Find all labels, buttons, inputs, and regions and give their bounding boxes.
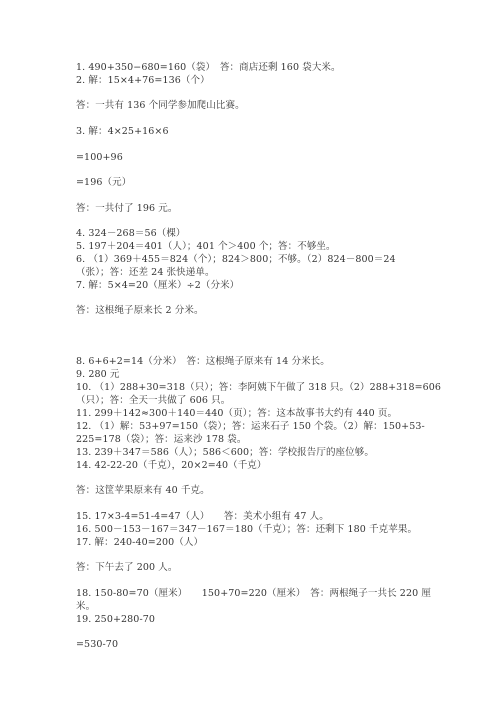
answer-line-23: 答：这筐苹果原来有 40 千克。 (76, 485, 210, 496)
answer-line-7: 答：一共付了 196 元。 (76, 203, 178, 214)
answer-line-13: 答：这根绳子原来长 2 分米。 (76, 305, 204, 316)
answer-line-11: （张）；答：还差 24 张快递单。 (76, 267, 215, 278)
answer-line-28: 18. 150-80=70（厘米） 150+70=220（厘米） 答：两根绳子一共长 220 厘 (76, 588, 431, 599)
answer-line-14: 8. 6+6+2=14（分米） 答：这根绳子原来有 14 分米长。 (76, 356, 330, 367)
answer-line-18: 11. 299＋142≈300＋140＝440（页）；答：这本故事书大约有 440 页。 (76, 408, 398, 419)
answer-line-27: 答：下午去了 200 人。 (76, 562, 178, 573)
answer-line-30: 19. 250+280-70 (76, 614, 156, 625)
answer-line-10: 6. （1）369＋455＝824（个）；824＞800；不够。（2）824－800＝24 (76, 254, 396, 265)
answer-line-12: 7. 解：5×4=20（厘米）÷2（分米） (76, 280, 240, 291)
answer-line-22: 14. 42-22-20（千克），20×2=40（千克） (76, 460, 267, 471)
answer-line-4: 3. 解：4×25+16×6 (76, 126, 169, 137)
answer-line-8: 4. 324－268＝56（棵） (76, 228, 186, 239)
answer-line-25: 16. 500－153－167＝347－167＝180（千克）；答：还剩下 180 千克苹果。 (76, 524, 418, 535)
answer-line-1: 1. 490+350−680=160（袋） 答：商店还剩 160 袋大米。 (76, 62, 341, 73)
answer-line-24: 15. 17×3-4=51-4=47（人） 答：美术小组有 47 人。 (76, 511, 329, 522)
answer-line-6: =196（元） (76, 177, 132, 188)
answer-line-29: 米。 (76, 601, 96, 612)
answer-line-26: 17. 解：240-40=200（人） (76, 537, 204, 548)
answer-line-19: 12. （1）解：53+97=150（袋）；答：运来石子 150 个袋。（2）解：150+53- (76, 421, 425, 432)
answer-line-21: 13. 239＋347＝586（人）；586＜600；答：学校报告厅的座位够。 (76, 447, 374, 458)
answer-line-3: 答：一共有 136 个同学参加爬山比赛。 (76, 100, 245, 111)
answer-line-31: =530-70 (76, 639, 119, 650)
answer-line-5: =100+96 (76, 152, 123, 163)
answer-line-16: 10. （1）288+30=318（只）；答：李阿姨下午做了 318 只。（2）288+318=606 (76, 382, 442, 393)
answer-line-20: 225=178（袋）；答：运来沙 178 袋。 (76, 434, 247, 445)
answer-line-9: 5. 197＋204＝401（人）；401 个＞400 个；答：不够坐。 (76, 241, 336, 252)
answer-line-2: 2. 解：15×4+76=136（个） (76, 75, 210, 86)
answer-line-17: （只）；答：全天一共做了 606 只。 (76, 395, 231, 406)
answer-line-15: 9. 280 元 (76, 369, 120, 380)
